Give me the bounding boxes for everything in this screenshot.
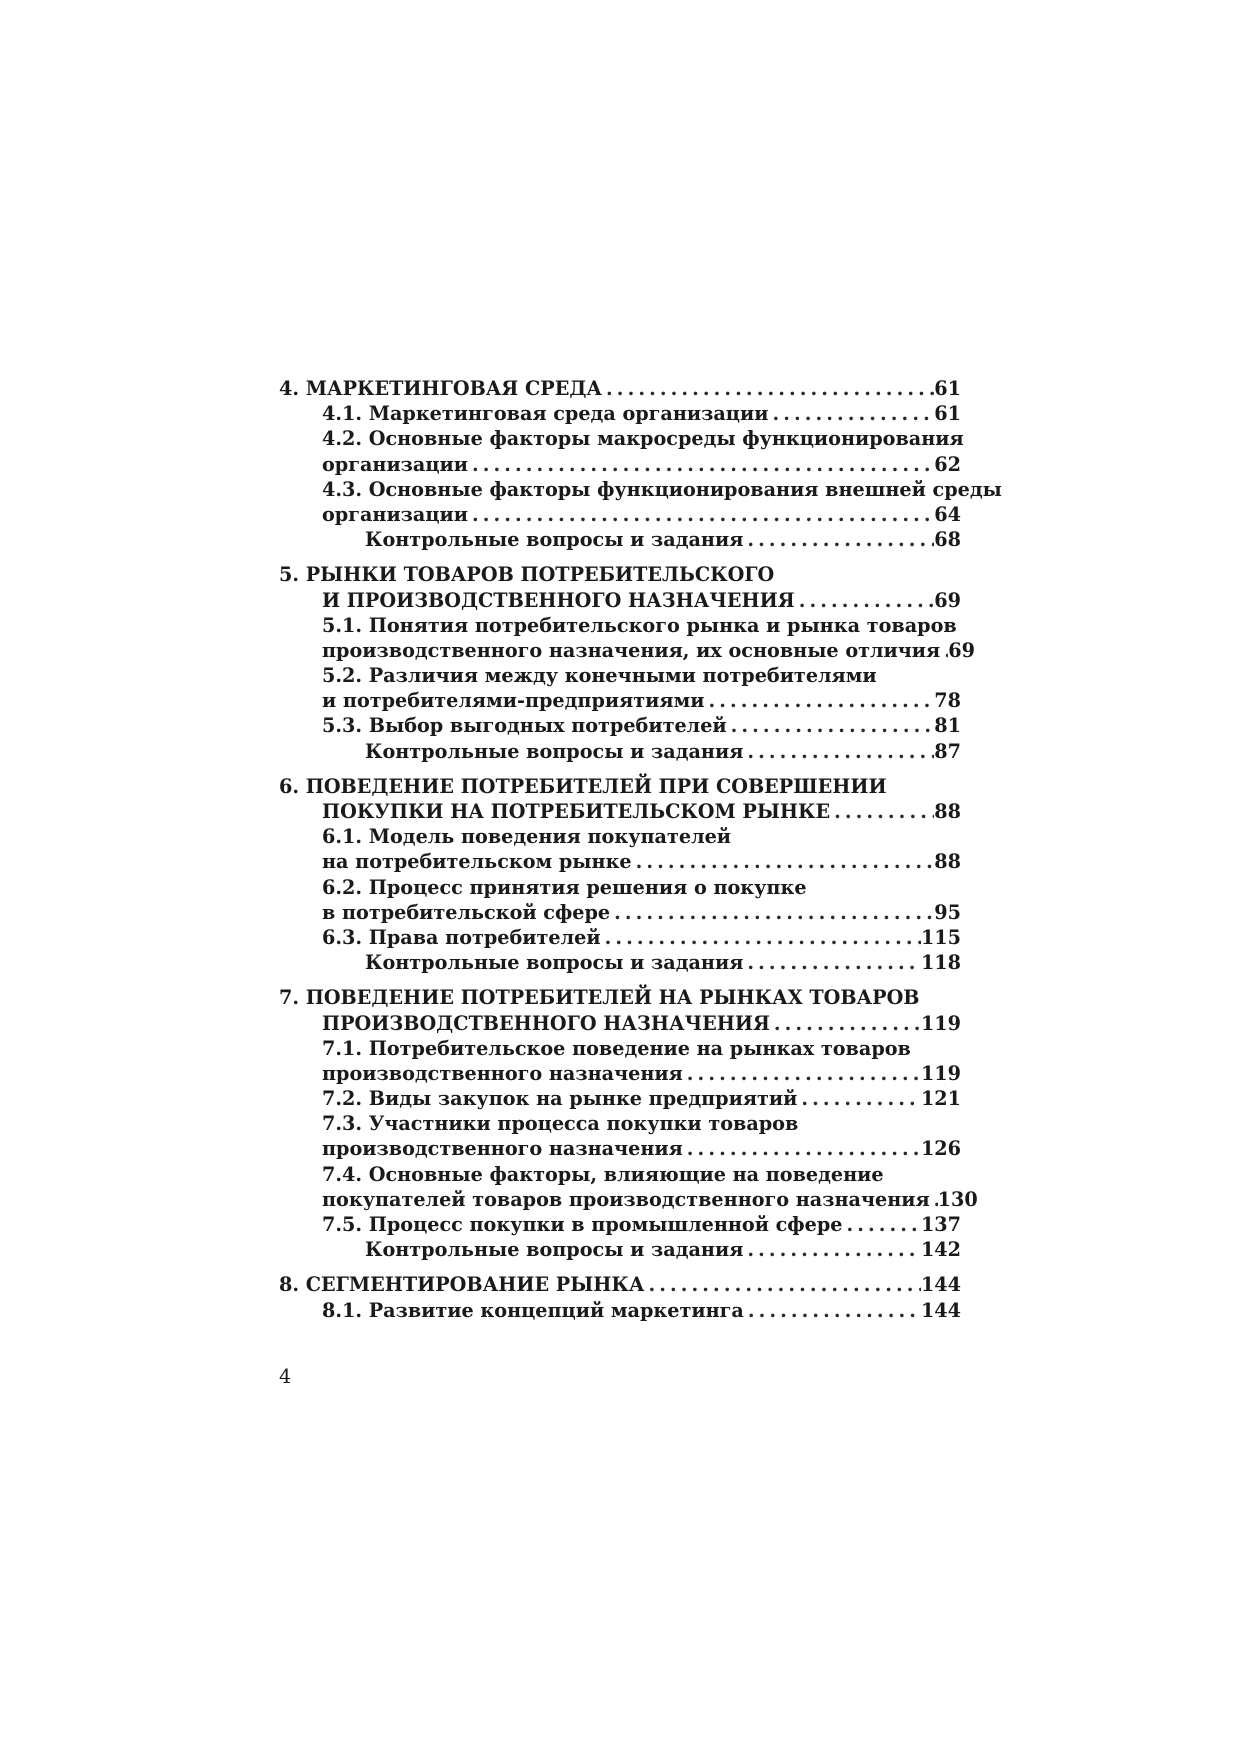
toc-entry [279,1162,961,1187]
toc-chapter-heading-line [279,799,961,824]
toc-entry-title: 7.5. Процесс покупки в промышленной сфере [322,1213,843,1236]
toc-leader-dots [704,688,934,713]
toc-leader-dots [743,739,934,764]
toc-chapter [279,774,961,976]
toc-leader-dots [743,527,934,552]
toc-entry-title: Контрольные вопросы и задания [365,1238,744,1262]
toc-chapter-title: 4. МАРКЕТИНГОВАЯ СРЕДА [279,377,603,400]
toc-leader-dots [770,1011,921,1036]
toc-chapter [279,1272,961,1322]
toc-entry [279,925,961,950]
toc-entry [279,739,961,764]
toc-entry-title: производственного назначения [322,1137,683,1161]
toc-entry-title: организации [322,452,468,476]
toc-chapter-title: 7. ПОВЕДЕНИЕ ПОТРЕБИТЕЛЕЙ НА РЫНКАХ ТОВАРОВ [279,986,920,1010]
toc-page-number: 87 [934,739,961,763]
toc-entry-title: в потребительской сфере [322,900,611,924]
toc-entry [279,824,961,849]
toc-entry-title: 5.1. Понятия потребительского рынка и рынка товаров [322,613,957,637]
toc-entry-title: 5.2. Различия между конечными потребителями [322,664,877,688]
toc-leader-dots [940,638,948,663]
toc-entry [279,477,1002,502]
toc-entry-title: производственного назначения [322,1061,683,1085]
toc-leader-dots [795,588,935,613]
toc-entry [279,1212,961,1237]
toc-page-number: 64 [934,502,961,526]
toc-chapter-heading-line [279,985,961,1010]
toc-leader-dots [743,1237,921,1262]
toc-leader-dots [632,849,935,874]
toc-leader-dots [727,713,935,738]
toc-page-number: 137 [920,1213,961,1236]
toc-leader-dots [743,950,921,975]
toc-page-number: 126 [920,1137,961,1161]
toc-page-number: 144 [920,1298,961,1322]
toc-entry [279,663,961,688]
toc-entry-title: 6.2. Процесс принятия решения о покупке [322,875,807,899]
toc-leader-dots [610,900,934,925]
toc-entry [279,1136,961,1161]
toc-page-number: 118 [920,951,961,975]
toc-entry [279,613,961,638]
toc-entry [279,900,961,925]
toc-entry-title: 7.3. Участники процесса покупки товаров [322,1112,799,1136]
toc-chapter-heading-line [279,562,961,587]
toc-entry [279,688,961,713]
toc-entry [279,401,961,426]
toc-page-number: 69 [934,588,961,612]
toc-entry-title: Контрольные вопросы и задания [365,951,744,975]
toc-chapter-heading-line [279,1011,961,1036]
toc-entry-title: 7.4. Основные факторы, влияющие на поведение [322,1162,884,1186]
toc-page-number: 69 [948,638,975,662]
toc-entry-title: 4.3. Основные факторы функционирования внешней среды [322,477,1002,501]
toc-leader-dots [683,1061,921,1086]
toc-page-number: 95 [934,900,961,924]
toc-entry-title: 4.2. Основные факторы макросреды функционирования [322,427,964,451]
toc-leader-dots [468,502,934,527]
toc-page-number: 61 [934,402,961,426]
toc-page-number: 115 [920,925,961,949]
toc-entry-title: организации [322,502,468,526]
toc-entry [279,426,964,451]
toc-chapter-title: 5. РЫНКИ ТОВАРОВ ПОТРЕБИТЕЛЬСКОГО [279,563,775,587]
toc-entry [279,1036,961,1061]
toc-chapter-title: 6. ПОВЕДЕНИЕ ПОТРЕБИТЕЛЕЙ ПРИ СОВЕРШЕНИИ [279,774,887,798]
toc-leader-dots [768,401,934,426]
toc-entry-title: 6.1. Модель поведения покупателей [322,825,732,849]
toc-entry [279,849,961,874]
toc-entry [279,875,961,900]
toc-leader-dots [797,1086,921,1111]
toc-entry-title: производственного назначения, их основные отличия [322,638,941,662]
toc-chapter [279,562,975,764]
toc-page-number: 68 [934,528,961,552]
toc-leader-dots [744,1298,921,1323]
toc-leader-dots [602,376,934,401]
toc-entry-title: Контрольные вопросы и задания [365,739,744,763]
toc-entry [279,527,961,552]
toc-leader-dots [830,799,934,824]
toc-chapter [279,985,978,1262]
toc-page-number: 119 [920,1011,961,1035]
toc-page-number: 62 [934,452,961,476]
toc-page-number: 88 [934,850,961,874]
toc-entry [279,950,961,975]
toc-page-number: 144 [920,1273,961,1297]
toc-entry [279,1187,978,1212]
toc-entry-title: 7.2. Виды закупок на рынке предприятий [322,1087,798,1111]
toc-entry [279,1111,961,1136]
toc-entry [279,1237,961,1262]
toc-page-number: 88 [934,800,961,823]
toc-page-number: 61 [934,377,961,400]
toc-entry [279,638,975,663]
toc-page-number: 130 [937,1187,978,1211]
toc-entry-title: 5.3. Выбор выгодных потребителей [322,714,727,738]
toc-page-number: 142 [920,1238,961,1262]
table-of-contents [279,376,1002,1333]
toc-chapter-heading-line [279,376,961,401]
toc-entry [279,713,961,738]
toc-leader-dots [468,452,934,477]
toc-page-number: 119 [920,1061,961,1085]
toc-entry [279,1298,961,1323]
toc-entry-title: Контрольные вопросы и задания [365,528,744,552]
toc-page-number: 78 [934,689,961,713]
toc-entry [279,1086,961,1111]
toc-entry-title: на потребительском рынке [322,850,632,874]
toc-leader-dots [930,1187,938,1212]
toc-chapter-title: 8. СЕГМЕНТИРОВАНИЕ РЫНКА [279,1273,645,1297]
toc-entry-title: 4.1. Маркетинговая среда организации [322,402,769,426]
toc-chapter-title: ПОКУПКИ НА ПОТРЕБИТЕЛЬСКОМ РЫНКЕ [322,800,831,823]
toc-entry [279,1061,961,1086]
toc-leader-dots [601,925,921,950]
toc-entry-title: 6.3. Права потребителей [322,925,601,949]
toc-leader-dots [645,1272,921,1297]
toc-chapter-heading-line [279,588,961,613]
toc-entry-title: и потребителями-предприятиями [322,689,705,713]
toc-entry-title: 8.1. Развитие концепций маркетинга [322,1298,744,1322]
toc-chapter-title: ПРОИЗВОДСТВЕННОГО НАЗНАЧЕНИЯ [322,1011,770,1035]
toc-chapter-heading-line [279,774,961,799]
toc-leader-dots [842,1212,920,1237]
toc-chapter-title: И ПРОИЗВОДСТВЕННОГО НАЗНАЧЕНИЯ [322,588,795,612]
toc-page-number: 81 [934,714,961,738]
toc-entry-title: 7.1. Потребительское поведение на рынках товаров [322,1036,911,1060]
toc-page-number: 121 [920,1087,961,1111]
toc-entry-title: покупателей товаров производственного назначения [322,1187,930,1211]
toc-entry [279,452,961,477]
toc-chapter-heading-line [279,1272,961,1297]
toc-leader-dots [683,1136,921,1161]
toc-entry [279,502,961,527]
page-number: 4 [279,1365,292,1388]
toc-chapter [279,376,1002,552]
